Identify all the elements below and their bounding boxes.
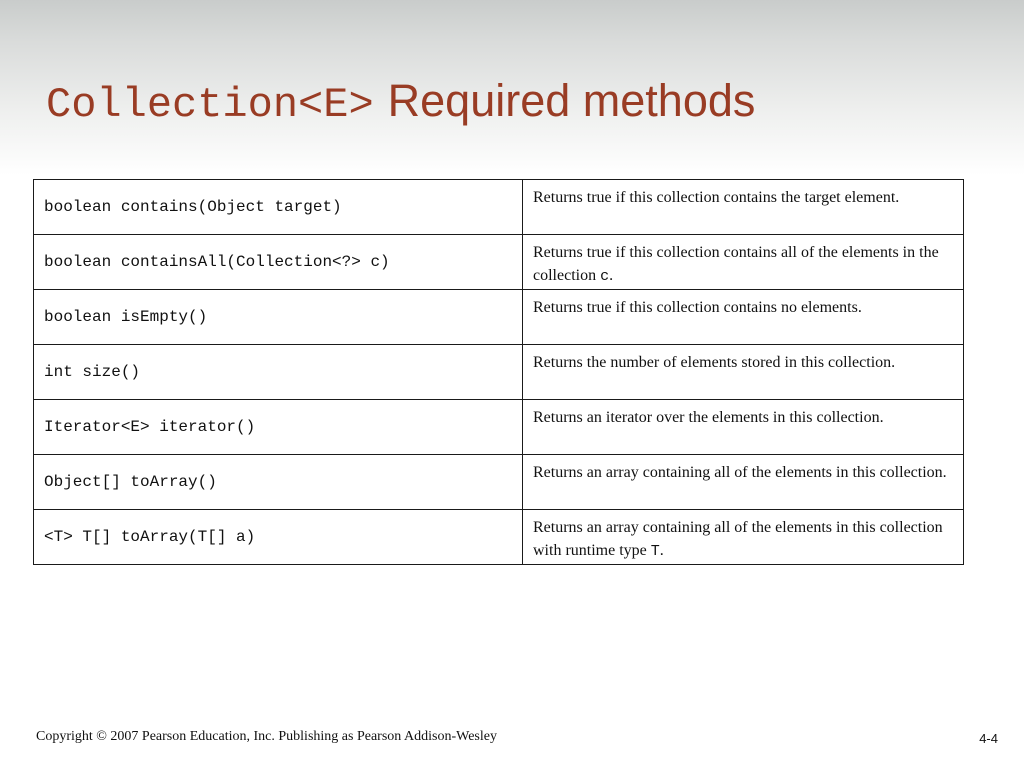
description-text: Returns an array containing all of the elements in this collection. <box>533 464 947 481</box>
slide-title-code: Collection<E> <box>46 81 374 129</box>
method-description <box>523 345 964 400</box>
description-code-term: c <box>600 268 610 285</box>
methods-table <box>33 179 964 565</box>
slide-title <box>46 75 756 129</box>
description-text: Returns an array containing all of the elements in this collection with runtime type <box>533 519 943 559</box>
table-row <box>34 235 964 290</box>
method-description <box>523 510 964 565</box>
method-signature: <T> T[] toArray(T[] a) <box>34 510 523 565</box>
method-signature: Object[] toArray() <box>34 455 523 510</box>
table-row <box>34 510 964 565</box>
method-signature: boolean containsAll(Collection<?> c) <box>34 235 523 290</box>
table-row <box>34 400 964 455</box>
description-text: Returns true if this collection contains no elements. <box>533 299 862 316</box>
table-row <box>34 455 964 510</box>
description-text: Returns true if this collection contains all of the elements in the collection <box>533 244 939 284</box>
method-description <box>523 455 964 510</box>
method-description <box>523 235 964 290</box>
description-text: Returns an iterator over the elements in this collection. <box>533 409 884 426</box>
page-number: 4-4 <box>979 731 998 746</box>
table-row <box>34 180 964 235</box>
method-signature: boolean contains(Object target) <box>34 180 523 235</box>
slide-title-text: Required methods <box>387 75 756 126</box>
table-row <box>34 290 964 345</box>
method-description <box>523 290 964 345</box>
method-description <box>523 400 964 455</box>
footer-copyright: Copyright © 2007 Pearson Education, Inc. Publishing as Pearson Addison-Wesley <box>36 729 497 744</box>
description-text: Returns the number of elements stored in this collection. <box>533 354 896 371</box>
description-suffix: . <box>659 542 664 559</box>
description-text: Returns true if this collection contains the target element. <box>533 189 900 206</box>
method-signature: Iterator<E> iterator() <box>34 400 523 455</box>
method-signature: int size() <box>34 345 523 400</box>
method-signature: boolean isEmpty() <box>34 290 523 345</box>
description-suffix: . <box>609 267 614 284</box>
table-row <box>34 345 964 400</box>
method-description <box>523 180 964 235</box>
description-code-term: T <box>650 543 660 560</box>
